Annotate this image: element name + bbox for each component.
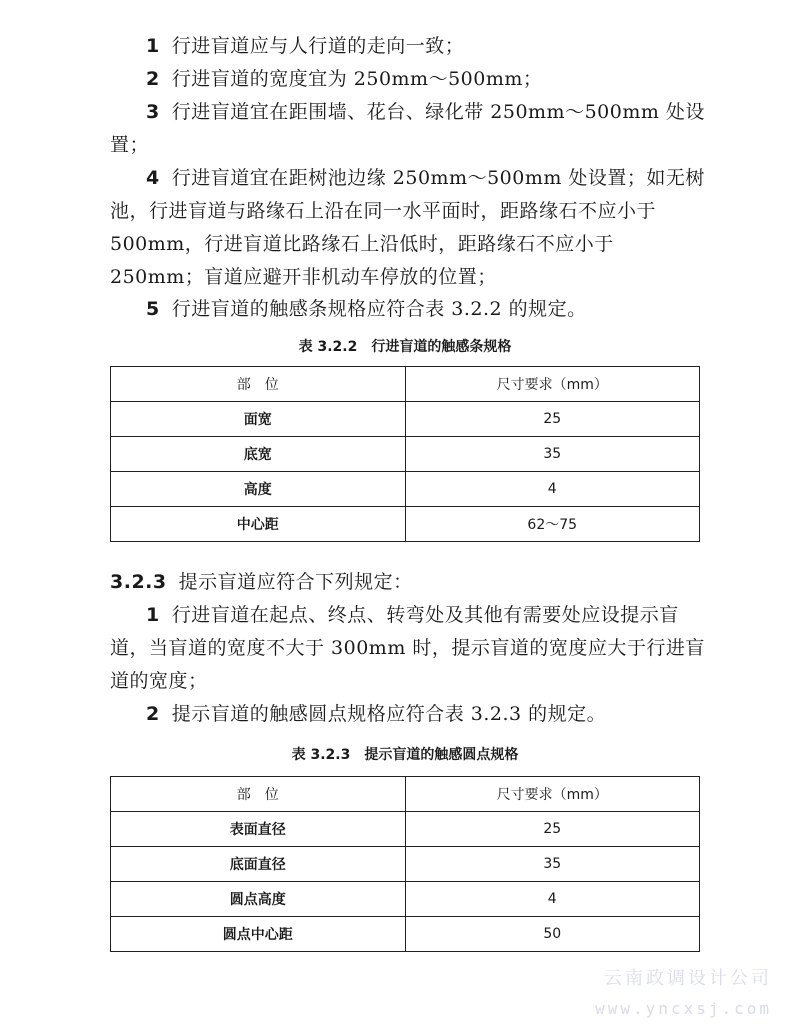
clause-text: 行进盲道的触感条规格应符合表 3.2.2 的规定。	[171, 298, 587, 320]
header-cell-size: 尺寸要求（mm）	[405, 367, 700, 402]
cell-part: 高度	[111, 472, 406, 507]
cell-size: 4	[405, 472, 700, 507]
clause-text: 行进盲道宜在距树池边缘 250mm～500mm 处设置；如无树池，行进盲道与路缘石上沿在同一水平面时，距路缘石不应小于 500mm，行进盲道比路缘石上沿低时，距路缘石不应小于 250mm；盲道应避开非机动车停放的位置；	[110, 167, 705, 288]
cell-part: 表面直径	[111, 812, 406, 847]
spec-table-3-2-3	[110, 776, 700, 952]
cell-part: 圆点中心距	[111, 917, 406, 952]
cell-size: 62～75	[405, 507, 700, 542]
section-number: 3.2.3	[110, 571, 167, 593]
clause-number: 1	[146, 604, 160, 626]
cell-part: 圆点高度	[111, 882, 406, 917]
table-number: 表 3.2.2	[298, 339, 358, 355]
header-cell-part: 部 位	[111, 367, 406, 402]
clause-item-5	[110, 293, 710, 326]
clause-text: 行进盲道应与人行道的走向一致；	[171, 35, 465, 57]
clause-number: 3	[146, 101, 160, 123]
cell-size: 35	[405, 847, 700, 882]
table-row	[111, 472, 700, 507]
table-number: 表 3.2.3	[291, 747, 351, 763]
cell-size: 35	[405, 437, 700, 472]
table-row	[111, 402, 700, 437]
section-text: 提示盲道应符合下列规定：	[178, 571, 413, 593]
clause-number: 1	[146, 35, 160, 57]
clause-number: 4	[146, 167, 160, 189]
cell-size: 25	[405, 812, 700, 847]
table-row	[111, 437, 700, 472]
cell-size: 50	[405, 917, 700, 952]
clause-item-2	[110, 63, 710, 96]
table-row	[111, 847, 700, 882]
header-cell-size: 尺寸要求（mm）	[405, 777, 700, 812]
clause-number: 5	[146, 298, 160, 320]
cell-size: 25	[405, 402, 700, 437]
table-row	[111, 507, 700, 542]
clause-item-4	[110, 162, 710, 294]
table-row	[111, 882, 700, 917]
cell-size: 4	[405, 882, 700, 917]
clause-number: 2	[146, 68, 160, 90]
clause-text: 提示盲道的触感圆点规格应符合表 3.2.3 的规定。	[171, 703, 607, 725]
cell-part: 中心距	[111, 507, 406, 542]
clause-text: 行进盲道的宽度宜为 250mm～500mm；	[171, 68, 543, 90]
table-caption	[110, 744, 700, 764]
clause-item-b2	[110, 698, 710, 731]
table-header-row	[111, 367, 700, 402]
clause-text: 行进盲道宜在距围墙、花台、绿化带 250mm～500mm 处设置；	[110, 101, 705, 156]
header-cell-part: 部 位	[111, 777, 406, 812]
cell-part: 底面直径	[111, 847, 406, 882]
clause-item-1	[110, 30, 710, 63]
table-title: 提示盲道的触感圆点规格	[364, 747, 519, 763]
clause-text: 行进盲道在起点、终点、转弯处及其他有需要处应设提示盲道，当盲道的宽度不大于 300mm 时，提示盲道的宽度应大于行进盲道的宽度；	[110, 604, 705, 692]
spec-table-3-2-2	[110, 366, 700, 542]
clause-item-b1	[110, 599, 710, 698]
clause-number: 2	[146, 703, 160, 725]
table-header-row	[111, 777, 700, 812]
cell-part: 面宽	[111, 402, 406, 437]
table-title: 行进盲道的触感条规格	[371, 339, 512, 355]
cell-part: 底宽	[111, 437, 406, 472]
table-row	[111, 812, 700, 847]
clause-item-3	[110, 96, 710, 162]
table-caption	[110, 336, 700, 356]
watermark-url: www.yncxsj.com	[595, 999, 772, 1018]
table-row	[111, 917, 700, 952]
section-heading	[110, 566, 413, 599]
watermark-company: 云南政调设计公司	[604, 968, 772, 989]
